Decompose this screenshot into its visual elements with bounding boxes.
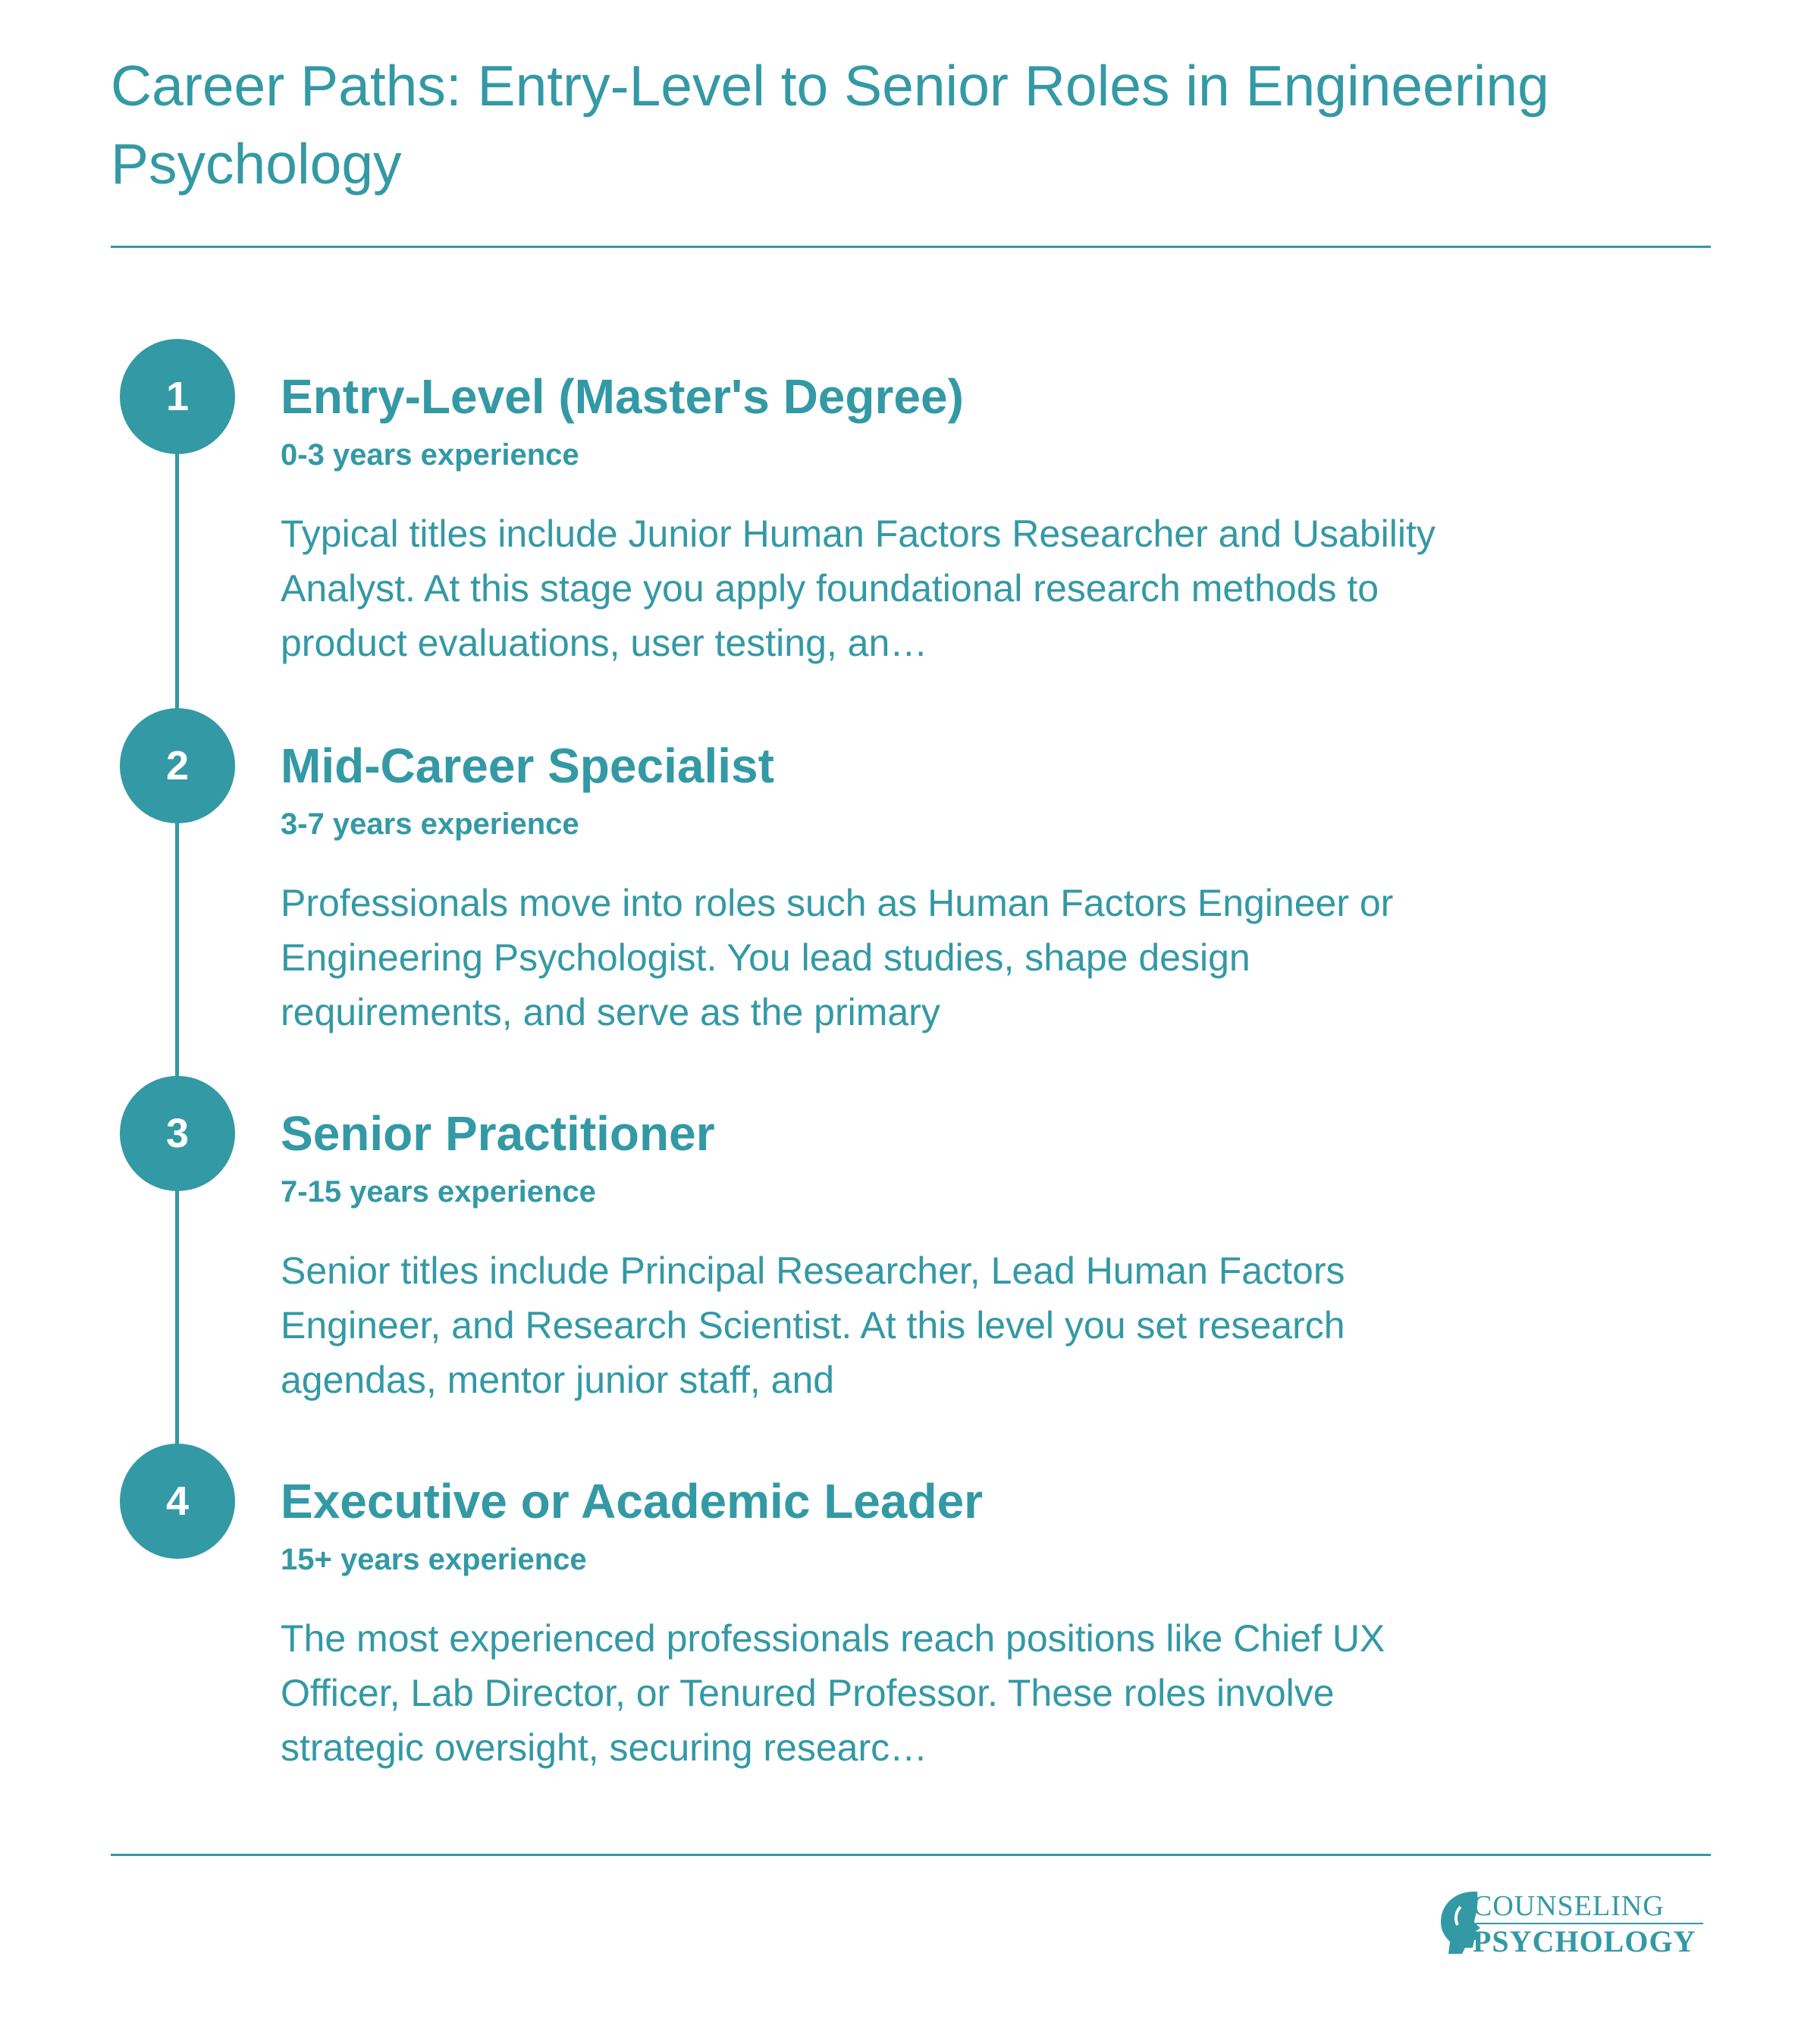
- stage-entry-level: [281, 365, 1464, 670]
- step-3-badge: 3: [120, 1076, 235, 1191]
- brand-logo: [1430, 1884, 1711, 1967]
- step-2-badge: 2: [120, 708, 235, 823]
- stage-description: Senior titles include Principal Researcher, Lead Human Factors Engineer, and Research Scientist. At this level you set research agendas, mentor junior staff, and: [281, 1249, 1345, 1401]
- logo-text-counseling: COUNSELING: [1473, 1890, 1665, 1922]
- stage-description: Typical titles include Junior Human Factors Researcher and Usability Analyst. At this stage you apply foundational research methods to product evaluations, user testing, an…: [281, 513, 1436, 664]
- stage-experience: 3-7 years experience: [281, 807, 579, 841]
- step-4-badge: 4: [120, 1444, 235, 1559]
- stage-title: Entry-Level (Master's Degree): [281, 369, 964, 424]
- stage-description: The most experienced professionals reach positions like Chief UX Officer, Lab Director, or Tenured Professor. These roles involve strategic oversight, securing researc…: [281, 1617, 1385, 1769]
- stage-mid-career: [281, 735, 1464, 1039]
- stage-title: Mid-Career Specialist: [281, 738, 774, 793]
- step-1-badge: 1: [120, 339, 235, 454]
- stage-title: Senior Practitioner: [281, 1106, 715, 1161]
- page-title: Career Paths: Entry-Level to Senior Roles in Engineering Psychology: [111, 54, 1549, 196]
- logo-text-psychology: PSYCHOLOGY: [1473, 1924, 1696, 1958]
- stage-senior-practitioner: [281, 1102, 1464, 1407]
- stage-description: Professionals move into roles such as Human Factors Engineer or Engineering Psychologist. You lead studies, shape design requirements, and serve as the primary: [281, 882, 1394, 1033]
- stage-experience: 0-3 years experience: [281, 438, 579, 472]
- stage-experience: 15+ years experience: [281, 1543, 587, 1576]
- timeline-connector-line: [175, 397, 179, 1549]
- stage-experience: 7-15 years experience: [281, 1175, 596, 1209]
- bottom-divider: [111, 1854, 1711, 1856]
- stage-title: Executive or Academic Leader: [281, 1474, 984, 1528]
- stage-executive-leader: [281, 1470, 1464, 1775]
